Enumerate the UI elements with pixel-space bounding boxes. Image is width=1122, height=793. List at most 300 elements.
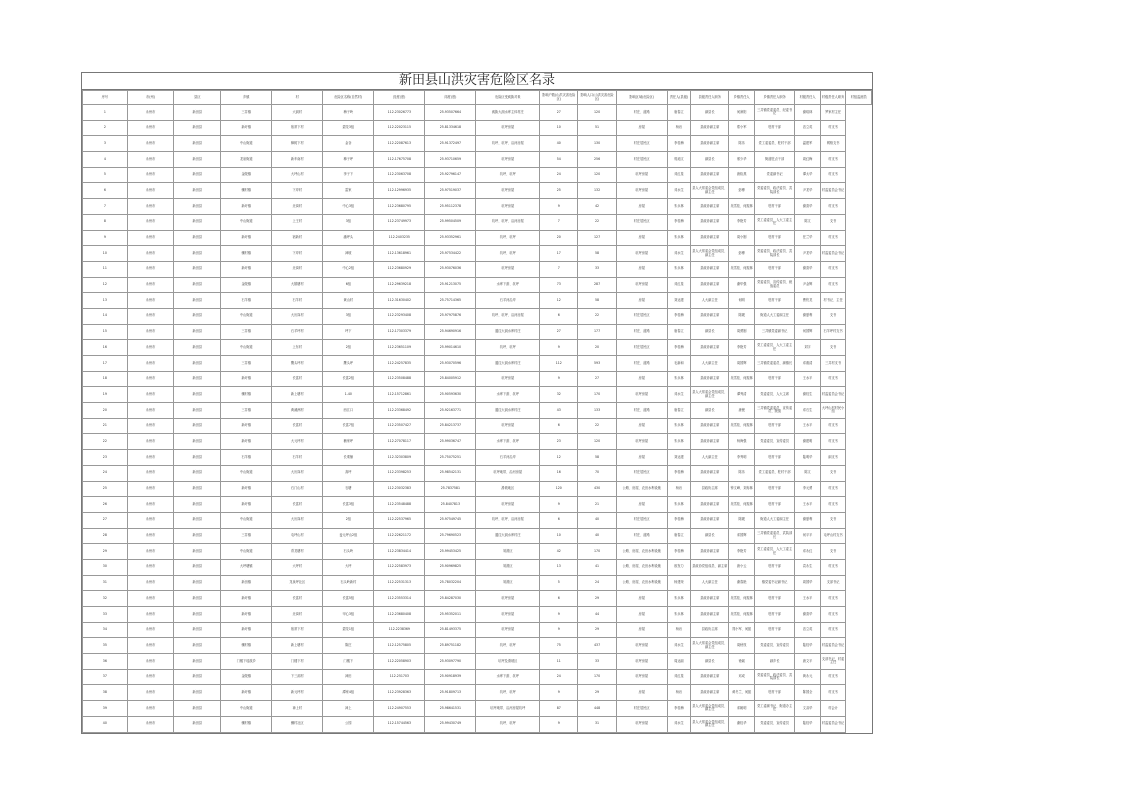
- table-cell: 神田: [323, 669, 374, 685]
- table-cell: 17: [540, 246, 578, 262]
- table-cell: 通往大洞水库村庄: [476, 403, 540, 419]
- table-cell: 陈乐: [729, 136, 755, 152]
- table-cell: 邓国辉: [729, 528, 755, 544]
- table-cell: 县政协主席: [691, 622, 729, 638]
- table-cell: 周国华: [795, 575, 821, 591]
- table-cell: 村庄居民区: [616, 465, 667, 481]
- table-cell: 永州市: [127, 199, 174, 215]
- table-cell: 新田县: [174, 371, 221, 387]
- table-cell: 人大副主任: [691, 450, 729, 466]
- table-cell: 驻村干部: [754, 481, 794, 497]
- table-row: [83, 544, 872, 560]
- table-cell: 永州市: [127, 450, 174, 466]
- table-cell: 大洞村: [272, 105, 323, 121]
- table-row: [83, 512, 872, 528]
- table-cell: 驻村干部: [754, 685, 794, 701]
- table-cell: 22: [578, 418, 616, 434]
- table-cell: 7: [540, 261, 578, 277]
- table-cell: 新田镇: [221, 575, 272, 591]
- table-cell: 坑坪、坑坪: [476, 167, 540, 183]
- table-cell: 新田县: [174, 701, 221, 717]
- table-cell: 坑坪房屋: [616, 638, 667, 654]
- table-cell: 县政协副主席: [691, 607, 729, 623]
- table-cell: 112.23293408: [374, 308, 425, 324]
- table-cell: 17: [83, 356, 128, 372]
- table-cell: 长富3组: [323, 497, 374, 513]
- column-header: 经度(度): [374, 91, 425, 105]
- table-cell: 何国辉: [795, 324, 821, 340]
- column-header: 责任人(县级): [667, 91, 690, 105]
- table-cell: 宿常下村: [272, 120, 323, 136]
- table-cell: 公路、房屋、农田水利设施: [616, 544, 667, 560]
- table-row: [83, 418, 872, 434]
- table-cell: 3组: [323, 308, 374, 324]
- table-cell: 16: [83, 340, 128, 356]
- table-cell: 112.23548488: [374, 497, 425, 513]
- table-cell: 钟文峰、刘寿林: [729, 481, 755, 497]
- table-cell: 副县长: [691, 324, 729, 340]
- table-cell: 112.24257835: [374, 356, 425, 372]
- table-cell: 新上塘村: [272, 387, 323, 403]
- table-cell: 驻村干部: [754, 293, 794, 309]
- table-cell: 永州市: [127, 277, 174, 293]
- table-cell: 县政协副主席: [691, 371, 729, 387]
- table-cell: 人大副主任: [691, 293, 729, 309]
- column-header: 影响区域(危险区): [616, 91, 667, 105]
- table-cell: 碧龙1组: [323, 622, 374, 638]
- table-cell: 112.22087613: [374, 136, 425, 152]
- table-cell: 112.251703: [374, 669, 425, 685]
- table-cell: 村庄居民区: [616, 152, 667, 168]
- table-cell: 邓惠清: [795, 356, 821, 372]
- table-cell: 谢喜华: [795, 607, 821, 623]
- table-row: [83, 293, 872, 309]
- table-cell: 6: [540, 308, 578, 324]
- table-cell: 10: [540, 528, 578, 544]
- table-cell: 新圩镇: [221, 622, 272, 638]
- table-cell: 新田县: [174, 638, 221, 654]
- table-cell: 27: [540, 105, 578, 121]
- table-cell: 长富村: [272, 418, 323, 434]
- table-cell: 永州市: [127, 403, 174, 419]
- table-cell: 25.93352961: [425, 230, 476, 246]
- table-cell: 大历岗村: [272, 308, 323, 324]
- table-cell: 龙泉街道: [221, 152, 272, 168]
- table-cell: 127: [578, 230, 616, 246]
- hazard-zone-table: [82, 90, 872, 733]
- table-cell: 112.15744563: [374, 716, 425, 732]
- table-cell: 彭博: [729, 246, 755, 262]
- table-cell: 新田县: [174, 512, 221, 528]
- table-cell: 吴雪桂、何振林: [729, 371, 755, 387]
- table-cell: 威胁大洞水库主体村庄: [476, 105, 540, 121]
- table-cell: 41: [578, 559, 616, 575]
- table-cell: 12: [540, 450, 578, 466]
- table-cell: 坑坪、坑坪、沿河房屋: [476, 214, 540, 230]
- table-cell: 39: [83, 701, 128, 717]
- table-cell: 邓水生: [667, 716, 690, 732]
- table-cell: 县政协副主席: [691, 544, 729, 560]
- table-cell: 170: [578, 669, 616, 685]
- table-cell: 尹龙华: [795, 183, 821, 199]
- table-cell: 112.23063708: [374, 167, 425, 183]
- table-row: [83, 465, 872, 481]
- table-cell: 坑坪、坑坪、沿河房屋: [476, 136, 540, 152]
- table-cell: 邢少华: [729, 152, 755, 168]
- table-cell: 党工委委员、人大工委主任: [754, 214, 794, 230]
- table-cell: 24: [540, 669, 578, 685]
- table-row: [83, 559, 872, 575]
- table-cell: 郑小军: [729, 120, 755, 136]
- table-cell: 112.23834414: [374, 544, 425, 560]
- table-cell: 坑坪房屋: [616, 716, 667, 732]
- table-cell: 党委委员、宣传委员: [754, 434, 794, 450]
- table-cell: 永州市: [127, 638, 174, 654]
- table-cell: 大元坪村: [272, 434, 323, 450]
- table-cell: 党委委员、政法委员、武装部长: [754, 669, 794, 685]
- table-cell: 滑坡地区: [476, 481, 540, 497]
- table-cell: 130: [578, 136, 616, 152]
- table-cell: 9: [540, 199, 578, 215]
- table-cell: 24: [578, 575, 616, 591]
- table-cell: 112.22023115: [374, 120, 425, 136]
- table-cell: 村庄、道路: [616, 324, 667, 340]
- table-cell: 新田县: [174, 105, 221, 121]
- table-cell: 29: [578, 685, 616, 701]
- table-cell: 支书: [820, 214, 846, 230]
- table-cell: 新圩镇: [221, 199, 272, 215]
- table-cell: 中心3组: [323, 199, 374, 215]
- table-cell: 鹰头坪: [323, 356, 374, 372]
- table-cell: 新上塘村: [272, 638, 323, 654]
- table-cell: 长富村: [272, 371, 323, 387]
- table-cell: 43: [540, 403, 578, 419]
- table-cell: 坑坪、坑坪、沿河房屋: [476, 308, 540, 324]
- table-cell: 永州市: [127, 120, 174, 136]
- table-cell: 唐俊: [729, 403, 755, 419]
- table-cell: 县人大常委会党组成员、副主任: [691, 638, 729, 654]
- table-cell: 村监委员会书记: [820, 183, 846, 199]
- table-cell: 房屋: [616, 418, 667, 434]
- table-cell: 村庄居民区: [616, 701, 667, 717]
- table-cell: 村支书: [820, 167, 846, 183]
- table-cell: 陈文: [795, 214, 821, 230]
- table-row: [83, 152, 872, 168]
- table-cell: 杨岩: [667, 685, 690, 701]
- table-body: [83, 105, 872, 733]
- table-cell: 朱永林: [667, 230, 690, 246]
- table-cell: 21: [578, 497, 616, 513]
- table-cell: 石羊坪村: [272, 324, 323, 340]
- table-cell: 133: [578, 403, 616, 419]
- table-cell: 石羊河沿岸: [476, 450, 540, 466]
- table-cell: 周国辉: [729, 356, 755, 372]
- table-row: [83, 716, 872, 732]
- table-cell: 25.99430749: [425, 716, 476, 732]
- table-row: [83, 308, 872, 324]
- table-cell: 22: [578, 308, 616, 324]
- table-cell: 石羊坪村支书: [820, 324, 846, 340]
- table-cell: 坑坪房屋: [616, 434, 667, 450]
- table-cell: 朱永林: [667, 261, 690, 277]
- table-cell: 三井镇: [221, 105, 272, 121]
- table-cell: 党工委委员、人大工委主任: [754, 544, 794, 560]
- table-cell: 杨岩: [667, 622, 690, 638]
- table-cell: 县政协副主席: [691, 261, 729, 277]
- table-cell: 13: [83, 293, 128, 309]
- table-cell: 坑坪房屋: [616, 246, 667, 262]
- table-cell: 村支书: [820, 497, 846, 513]
- table-cell: 朱永林: [667, 497, 690, 513]
- table-cell: 梅子岭: [323, 105, 374, 121]
- table-cell: 8: [83, 214, 128, 230]
- table-cell: 中山街道: [221, 214, 272, 230]
- table-cell: 驻村干部: [754, 120, 794, 136]
- table-cell: 支书: [820, 544, 846, 560]
- table-cell: 永州市: [127, 387, 174, 403]
- table-cell: 31: [578, 716, 616, 732]
- table-cell: 李元勇: [795, 481, 821, 497]
- table-header-row: [83, 91, 872, 105]
- table-cell: 长富5组: [323, 591, 374, 607]
- table-cell: 三井镇党委委员、副镇长: [754, 356, 794, 372]
- table-cell: 党委委员、政法委员、武装部长: [754, 246, 794, 262]
- table-cell: 新田县: [174, 246, 221, 262]
- table-cell: 新田县: [174, 481, 221, 497]
- table-cell: 李桂梅: [667, 512, 690, 528]
- table-cell: 新田县: [174, 669, 221, 685]
- table-cell: 驻村干部: [754, 607, 794, 623]
- table-cell: 2: [83, 120, 128, 136]
- table-cell: 村庄、道路: [616, 528, 667, 544]
- table-cell: 门楼下村: [272, 654, 323, 670]
- table-row: [83, 105, 872, 121]
- table-cell: 永州市: [127, 497, 174, 513]
- table-cell: 县政协副主席: [691, 418, 729, 434]
- table-cell: 县政协副主席: [691, 167, 729, 183]
- table-cell: 112.23508488: [374, 371, 425, 387]
- table-cell: 新田县: [174, 261, 221, 277]
- table-cell: 坑坪、坑坪: [476, 246, 540, 262]
- table-cell: 新田县: [174, 434, 221, 450]
- table-cell: 县政协副主席: [691, 199, 729, 215]
- column-header: 县级责任人职务: [691, 91, 729, 105]
- table-cell: 毛新和: [667, 356, 690, 372]
- table-cell: 支部书记: [820, 575, 846, 591]
- table-cell: 6: [540, 512, 578, 528]
- table-cell: 驻村干部: [754, 622, 794, 638]
- table-cell: 朱永林: [667, 434, 690, 450]
- column-header: 乡镇责任人职务: [754, 91, 794, 105]
- table-cell: 谢喜华: [795, 261, 821, 277]
- table-cell: 党工委委员、人大工委主任: [754, 340, 794, 356]
- table-cell: 25.90593630: [425, 387, 476, 403]
- table-cell: 李桂梅: [667, 701, 690, 717]
- table-cell: 新田县: [174, 199, 221, 215]
- table-cell: 中山街道: [221, 340, 272, 356]
- table-cell: 大坪: [323, 559, 374, 575]
- table-cell: 112.23680929: [374, 261, 425, 277]
- table-cell: 何润阳: [729, 105, 755, 121]
- table-cell: 陈庄: [323, 638, 374, 654]
- table-cell: 大历岗村: [272, 512, 323, 528]
- table-row: [83, 261, 872, 277]
- table-cell: 宿新村: [272, 230, 323, 246]
- table-cell: 三井镇党委委员、纪委书记: [754, 105, 794, 121]
- table-cell: 街道人大工委副主任: [754, 308, 794, 324]
- table-row: [83, 340, 872, 356]
- table-cell: 村庄居民区: [616, 308, 667, 324]
- table-cell: 村支书: [820, 591, 846, 607]
- table-cell: 谢华强: [729, 277, 755, 293]
- table-cell: 村支书: [820, 685, 846, 701]
- table-cell: 25.93097790: [425, 654, 476, 670]
- table-row: [83, 575, 872, 591]
- table-cell: 甲心3组: [323, 607, 374, 623]
- column-header: 村: [272, 91, 323, 105]
- table-cell: 罗家村主任: [820, 105, 846, 121]
- table-cell: 20: [578, 340, 616, 356]
- table-cell: 58: [578, 293, 616, 309]
- table-cell: 112.31630402: [374, 293, 425, 309]
- table-cell: 10: [540, 120, 578, 136]
- table-cell: 谢夏利: [795, 308, 821, 324]
- table-cell: 大历岗村: [272, 465, 323, 481]
- table-cell: 1-40: [323, 387, 374, 403]
- table-cell: 永州市: [127, 716, 174, 732]
- table-cell: 170: [578, 387, 616, 403]
- table-cell: 4: [83, 152, 128, 168]
- table-cell: 公路、房屋、农田水利设施: [616, 575, 667, 591]
- table-cell: 中山街道: [221, 136, 272, 152]
- table-cell: 石羊镇: [221, 293, 272, 309]
- table-cell: 雷家: [323, 183, 374, 199]
- table-cell: 石羊村: [272, 293, 323, 309]
- table-cell: 25.81334618: [425, 120, 476, 136]
- table-cell: 村支书: [820, 371, 846, 387]
- table-cell: 李艳芳: [729, 340, 755, 356]
- table-row: [83, 654, 872, 670]
- table-row: [83, 497, 872, 513]
- table-cell: 何明: [729, 293, 755, 309]
- table-cell: 新田县: [174, 136, 221, 152]
- table-cell: 袁永生: [795, 559, 821, 575]
- table-cell: 驻村干部: [754, 261, 794, 277]
- table-cell: 三井镇党委委员、武装部长: [754, 528, 794, 544]
- table-cell: 吴雪桂、何振林: [729, 607, 755, 623]
- column-header: 危险区受威胁对象: [476, 91, 540, 105]
- table-cell: 坑坪、坑坪: [476, 340, 540, 356]
- table-cell: 永州市: [127, 654, 174, 670]
- table-cell: 永州市: [127, 465, 174, 481]
- table-cell: 公路、房屋、农田水利设施: [616, 481, 667, 497]
- table-cell: 麦元坪山2组: [323, 528, 374, 544]
- table-cell: 村支书: [820, 277, 846, 293]
- table-cell: 新田县: [174, 152, 221, 168]
- table-cell: 忠立英: [795, 622, 821, 638]
- table-cell: 骥村镇: [221, 387, 272, 403]
- table-cell: 村支书: [820, 622, 846, 638]
- table-cell: 村支书: [820, 418, 846, 434]
- table-cell: 36: [83, 654, 128, 670]
- table-cell: 9: [540, 716, 578, 732]
- table-cell: 25.91372497: [425, 136, 476, 152]
- table-cell: 三井镇党委副书记: [754, 324, 794, 340]
- table-cell: 下三洞村: [272, 669, 323, 685]
- table-cell: 党委委员、宣传委员、统战委员: [754, 277, 794, 293]
- table-cell: 坑坪房屋: [476, 261, 540, 277]
- table-cell: 驻村干部: [754, 497, 794, 513]
- table-cell: 40: [578, 512, 616, 528]
- table-cell: 坑坪房屋: [476, 591, 540, 607]
- table-cell: 2组: [323, 340, 374, 356]
- table-cell: 吴雪桂、何振林: [729, 261, 755, 277]
- table-cell: 黄冬兰、何振: [729, 685, 755, 701]
- table-cell: 坑坪房屋: [476, 152, 540, 168]
- table-cell: 25.91809713: [425, 685, 476, 701]
- table-cell: 37: [83, 669, 128, 685]
- table-cell: 石羊村: [272, 450, 323, 466]
- table-cell: 陆桂华: [795, 638, 821, 654]
- table-cell: 新田县: [174, 544, 221, 560]
- table-cell: 永州市: [127, 701, 174, 717]
- table-row: [83, 246, 872, 262]
- table-cell: 石羊河沿岸: [476, 293, 540, 309]
- table-cell: 县政协副主席: [691, 434, 729, 450]
- table-cell: 坑坪房屋: [476, 418, 540, 434]
- table-cell: 支部书记、村委主任: [820, 654, 846, 670]
- table-cell: 593: [578, 356, 616, 372]
- table-cell: 郭迪文: [667, 152, 690, 168]
- table-cell: 112.17303379: [374, 324, 425, 340]
- table-cell: 112.2238369: [374, 622, 425, 638]
- table-cell: 6组: [323, 277, 374, 293]
- table-cell: 杨岩: [667, 120, 690, 136]
- table-cell: 448: [578, 701, 616, 717]
- table-cell: 新田县: [174, 340, 221, 356]
- table-cell: 永州市: [127, 105, 174, 121]
- table-cell: 新圩镇: [221, 418, 272, 434]
- column-header: 乡镇责任人: [729, 91, 755, 105]
- table-cell: 新田县: [174, 528, 221, 544]
- table-cell: 朱永林: [667, 418, 690, 434]
- table-row: [83, 324, 872, 340]
- table-cell: 王水平: [795, 418, 821, 434]
- table-cell: 坑坪房屋: [616, 183, 667, 199]
- table-cell: 潭家4组: [323, 685, 374, 701]
- table-cell: 县政协副主席: [691, 465, 729, 481]
- table-cell: 网格支书: [820, 136, 846, 152]
- table-cell: 112.2403235: [374, 230, 425, 246]
- table-cell: 29: [83, 544, 128, 560]
- table-row: [83, 167, 872, 183]
- table-cell: 112.23032383: [374, 481, 425, 497]
- table-cell: 120: [578, 167, 616, 183]
- table-cell: 新圩镇: [221, 685, 272, 701]
- table-cell: 李秀明: [729, 450, 755, 466]
- table-cell: 陈乐: [729, 465, 755, 481]
- table-cell: 坑坪地带、沿河房屋坑坪: [476, 701, 540, 717]
- table-cell: 唐检燕: [729, 167, 755, 183]
- table-cell: 112: [540, 356, 578, 372]
- table-cell: 25.7837581: [425, 481, 476, 497]
- column-header: 乡镇: [221, 91, 272, 105]
- table-cell: 永州市: [127, 591, 174, 607]
- table-cell: 李艳芳: [729, 214, 755, 230]
- table-cell: 永州市: [127, 669, 174, 685]
- table-cell: 周勇刚: [729, 324, 755, 340]
- table-cell: 村监委员会书记: [820, 638, 846, 654]
